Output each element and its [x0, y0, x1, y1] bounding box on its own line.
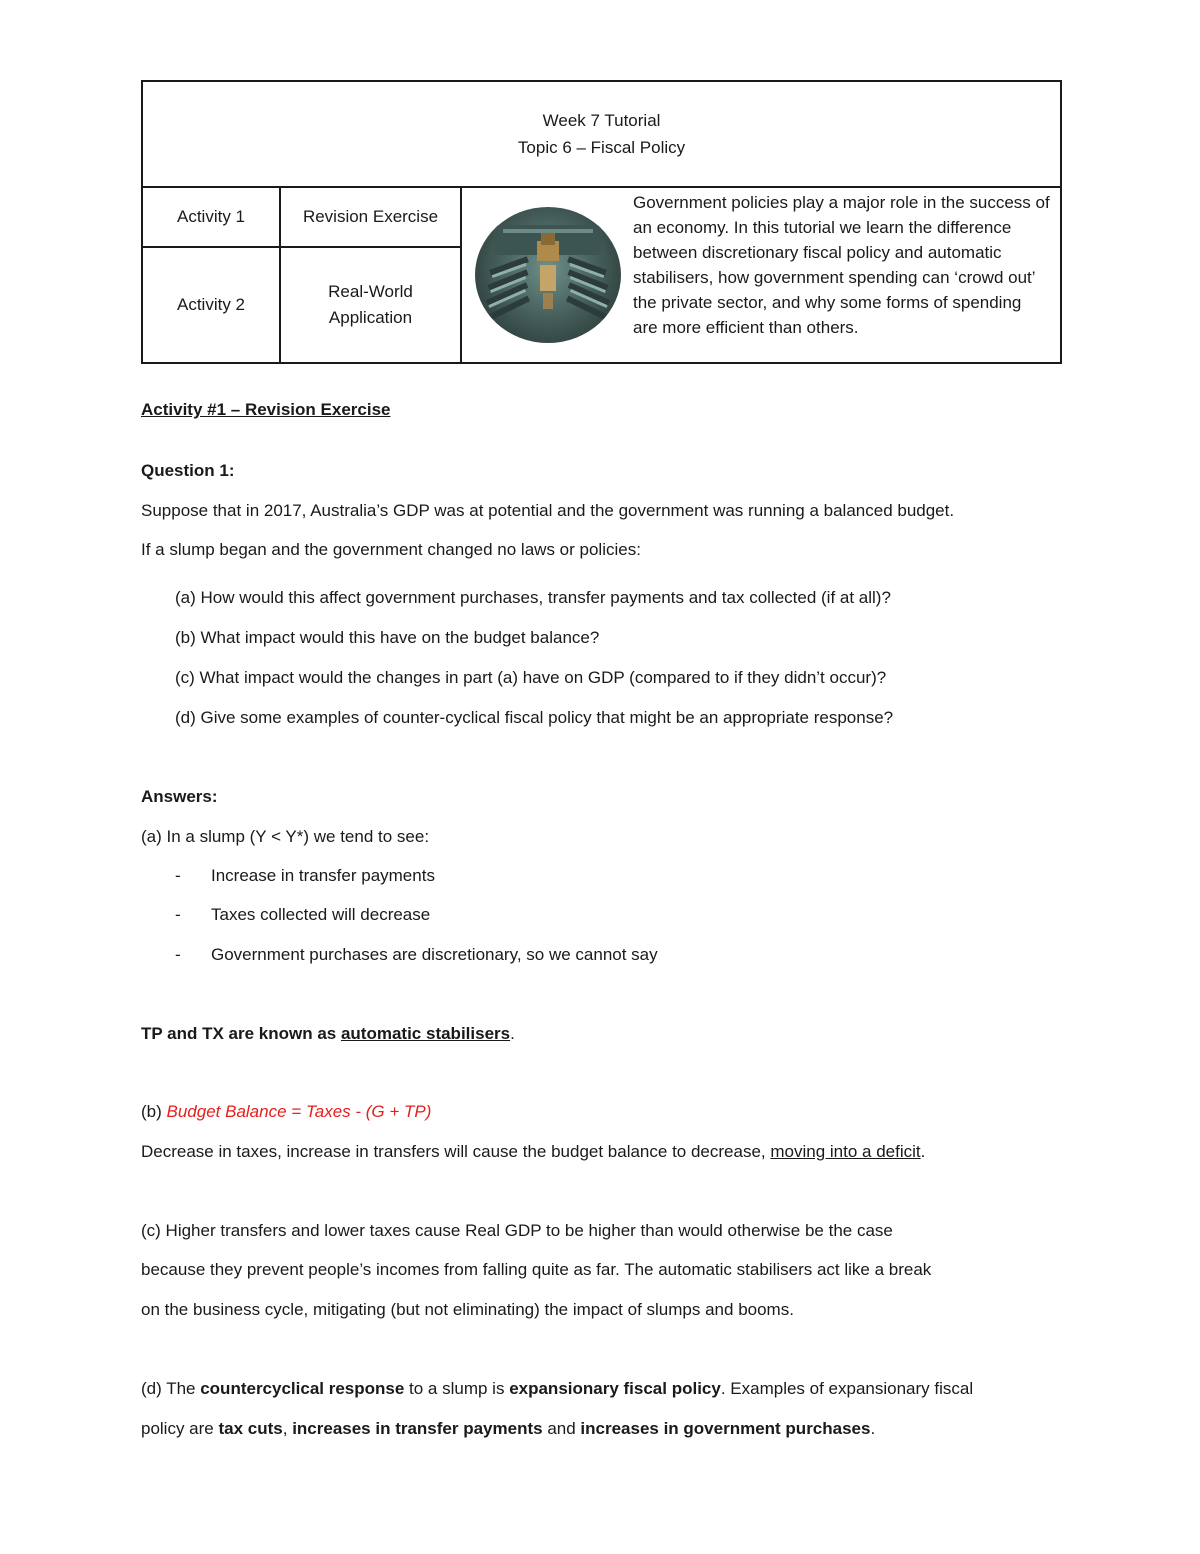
- answer-a-item: [175, 864, 1115, 888]
- activity-1-label: Activity 1: [142, 187, 280, 247]
- answer-a-item: [175, 903, 1115, 927]
- answer-a-item-text: Taxes collected will decrease: [211, 905, 431, 924]
- answer-b-suffix: .: [920, 1142, 926, 1161]
- stabilisers-note: [141, 1022, 1081, 1046]
- answer-c-line2: because they prevent people’s incomes from falling quite as far. The automatic stabilisers act like a break: [141, 1260, 932, 1279]
- activity-1-heading: Activity #1 – Revision Exercise: [141, 400, 391, 419]
- question-part-a: (a) How would this affect government purchases, transfer payments and tax collected (if at all)?: [175, 588, 891, 607]
- tutorial-description: Government policies play a major role in the success of an economy. In this tutorial we learn the difference between discretionary fiscal policy and automatic stabilisers, how government spending can ‘crowd out’ the private sector, and why some forms of spending are more efficient than others.: [633, 193, 1050, 337]
- document-page: [141, 80, 1071, 1438]
- stabilisers-term: automatic stabilisers: [340, 1024, 511, 1043]
- question-1-heading: Question 1:: [141, 461, 235, 480]
- activity-2-name-line1: Real-World: [328, 282, 413, 301]
- activity-1-name: Revision Exercise: [280, 187, 461, 247]
- activity-2-name: [280, 247, 461, 363]
- dash-bullet: -: [175, 866, 181, 885]
- image-cell: [461, 187, 633, 363]
- header-table: [141, 80, 1062, 364]
- answer-b-prefix: Decrease in taxes, increase in transfers will cause the budget balance to decrease,: [141, 1142, 771, 1161]
- answer-d-text: .: [870, 1419, 876, 1438]
- answer-d-text: and: [542, 1419, 581, 1438]
- activity-2-label: Activity 2: [142, 247, 280, 363]
- answers-heading: Answers:: [141, 787, 218, 806]
- dash-bullet: -: [175, 945, 181, 964]
- answer-b-deficit: moving into a deficit: [770, 1142, 921, 1161]
- answer-d-text: to a slump is: [404, 1379, 510, 1398]
- answer-b-text: [141, 1140, 1081, 1164]
- question-part-b: (b) What impact would this have on the budget balance?: [175, 628, 600, 647]
- answer-a-intro: (a) In a slump (Y < Y*) we tend to see:: [141, 827, 430, 846]
- budget-balance-formula: Budget Balance = Taxes - (G + TP): [166, 1102, 432, 1121]
- answer-d-bold: countercyclical response: [200, 1379, 405, 1398]
- answer-c-line1: (c) Higher transfers and lower taxes cause Real GDP to be higher than would otherwise be the case: [141, 1221, 893, 1240]
- answer-d-bold: increases in government purchases: [580, 1419, 871, 1438]
- answer-a-item: [175, 943, 1115, 967]
- title-cell: [142, 81, 1061, 187]
- description-cell: [633, 187, 1061, 363]
- answer-d-bold: tax cuts: [218, 1419, 283, 1438]
- answer-d-text: (d) The: [141, 1379, 201, 1398]
- stabilisers-suffix: .: [510, 1024, 515, 1043]
- answer-d-text: policy are: [141, 1419, 219, 1438]
- answer-b-label: (b): [141, 1102, 167, 1121]
- answer-d-line2: [141, 1417, 1081, 1441]
- answer-d-bold: increases in transfer payments: [292, 1419, 543, 1438]
- answer-a-item-text: Government purchases are discretionary, so we cannot say: [211, 945, 658, 964]
- parliament-chamber-image: [475, 207, 621, 343]
- question-intro-line2: If a slump began and the government changed no laws or policies:: [141, 540, 641, 559]
- tutorial-title: Week 7 Tutorial: [542, 111, 661, 130]
- activity-2-name-line2: Application: [328, 308, 413, 327]
- question-intro-line1: Suppose that in 2017, Australia’s GDP was at potential and the government was running a balanced budget.: [141, 501, 955, 520]
- question-part-c: (c) What impact would the changes in part (a) have on GDP (compared to if they didn’t occur)?: [175, 668, 887, 687]
- answer-b-formula-line: [141, 1100, 1081, 1124]
- answer-d-line1: [141, 1377, 1081, 1401]
- answer-c-line3: on the business cycle, mitigating (but not eliminating) the impact of slumps and booms.: [141, 1300, 794, 1319]
- dash-bullet: -: [175, 905, 181, 924]
- answer-a-item-text: Increase in transfer payments: [211, 866, 435, 885]
- answer-d-bold: expansionary fiscal policy: [509, 1379, 721, 1398]
- stabilisers-prefix: TP and TX are known as: [141, 1024, 341, 1043]
- answer-d-text: ,: [282, 1419, 293, 1438]
- question-part-d: (d) Give some examples of counter-cyclical fiscal policy that might be an appropriate response?: [175, 708, 894, 727]
- answer-d-text: . Examples of expansionary fiscal: [720, 1379, 974, 1398]
- topic-title: Topic 6 – Fiscal Policy: [517, 138, 686, 157]
